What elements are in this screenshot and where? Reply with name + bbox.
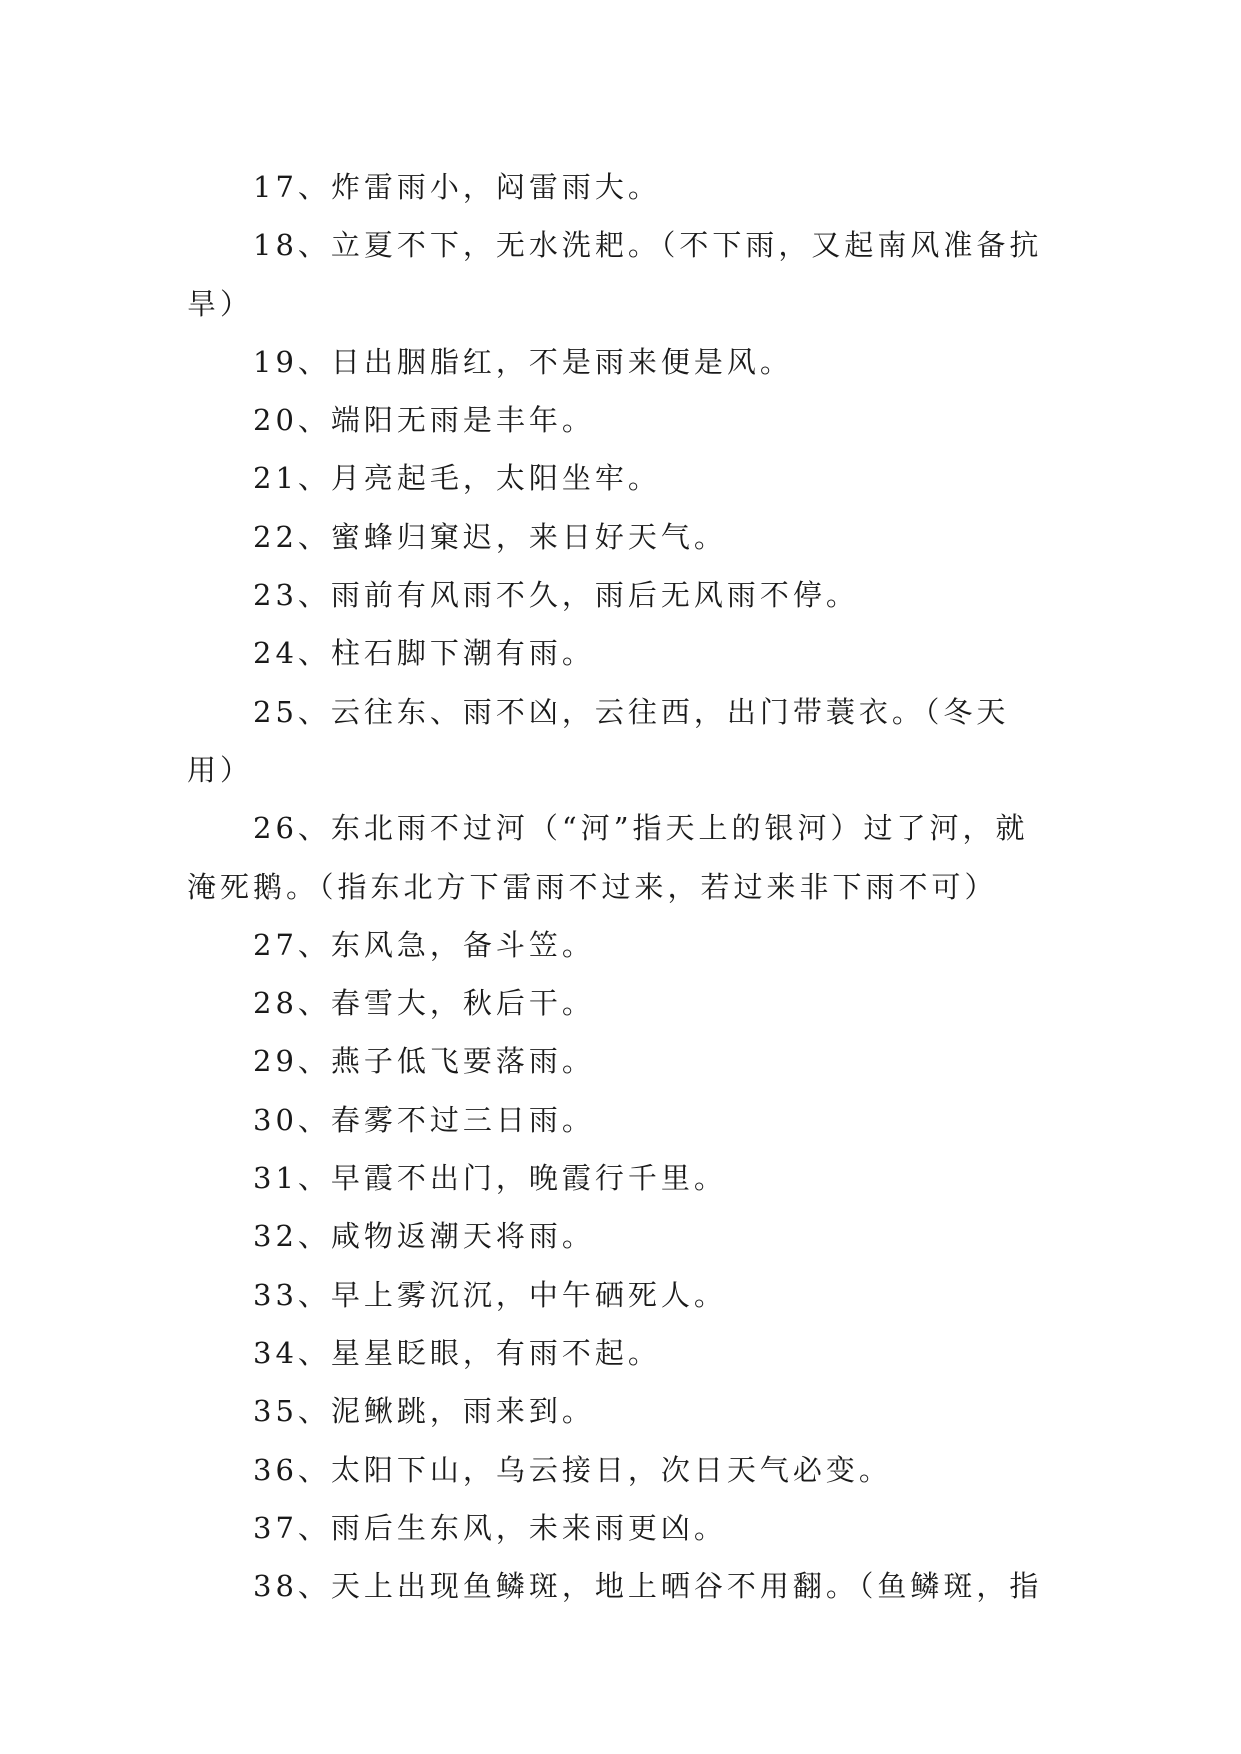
- proverb-38: 38、天上出现鱼鳞斑，地上晒谷不用翻。（鱼鳞斑，指: [253, 1569, 1043, 1604]
- proverb-29: 29、燕子低飞要落雨。: [253, 1044, 595, 1079]
- proverb-22: 22、蜜蜂归窠迟，来日好天气。: [253, 519, 727, 554]
- proverb-37: 37、雨后生东风，未来雨更凶。: [253, 1510, 727, 1545]
- proverb-20: 20、端阳无雨是丰年。: [253, 403, 595, 438]
- proverb-32: 32、咸物返潮天将雨。: [253, 1219, 595, 1254]
- proverb-36: 36、太阳下山，乌云接日，次日天气必变。: [253, 1452, 892, 1487]
- proverb-23: 23、雨前有风雨不久，雨后无风雨不停。: [253, 578, 859, 613]
- proverb-33: 33、早上雾沉沉，中午硒死人。: [253, 1277, 727, 1312]
- proverb-21: 21、月亮起毛，太阳坐牢。: [253, 461, 661, 496]
- proverb-17: 17、炸雷雨小，闷雷雨大。: [253, 170, 661, 204]
- proverb-31: 31、早霞不出门，晚霞行千里。: [253, 1161, 727, 1196]
- proverb-34: 34、星星眨眼，有雨不起。: [253, 1335, 661, 1370]
- proverb-30: 30、春雾不过三日雨。: [253, 1102, 595, 1137]
- proverb-26: 26、东北雨不过河（“河”指天上的银河）过了河，就淹死鹅。（指东北方下雷雨不过来，若过来非下雨不可）: [187, 811, 1029, 904]
- proverb-25: 25、云往东、雨不凶，云往西，出门带蓑衣。（冬天用）: [187, 694, 1010, 787]
- proverb-24: 24、柱石脚下潮有雨。: [253, 636, 595, 671]
- proverb-27: 27、东风急，备斗笠。: [253, 927, 595, 962]
- proverb-35: 35、泥鳅跳，雨来到。: [253, 1394, 595, 1429]
- document-body: [187, 158, 1053, 1615]
- proverb-19: 19、日出胭脂红，不是雨来便是风。: [253, 344, 793, 379]
- proverb-18: 18、立夏不下，无水洗耙。（不下雨，又起南风准备抗旱）: [187, 228, 1043, 321]
- proverb-28: 28、春雪大，秋后干。: [253, 986, 595, 1021]
